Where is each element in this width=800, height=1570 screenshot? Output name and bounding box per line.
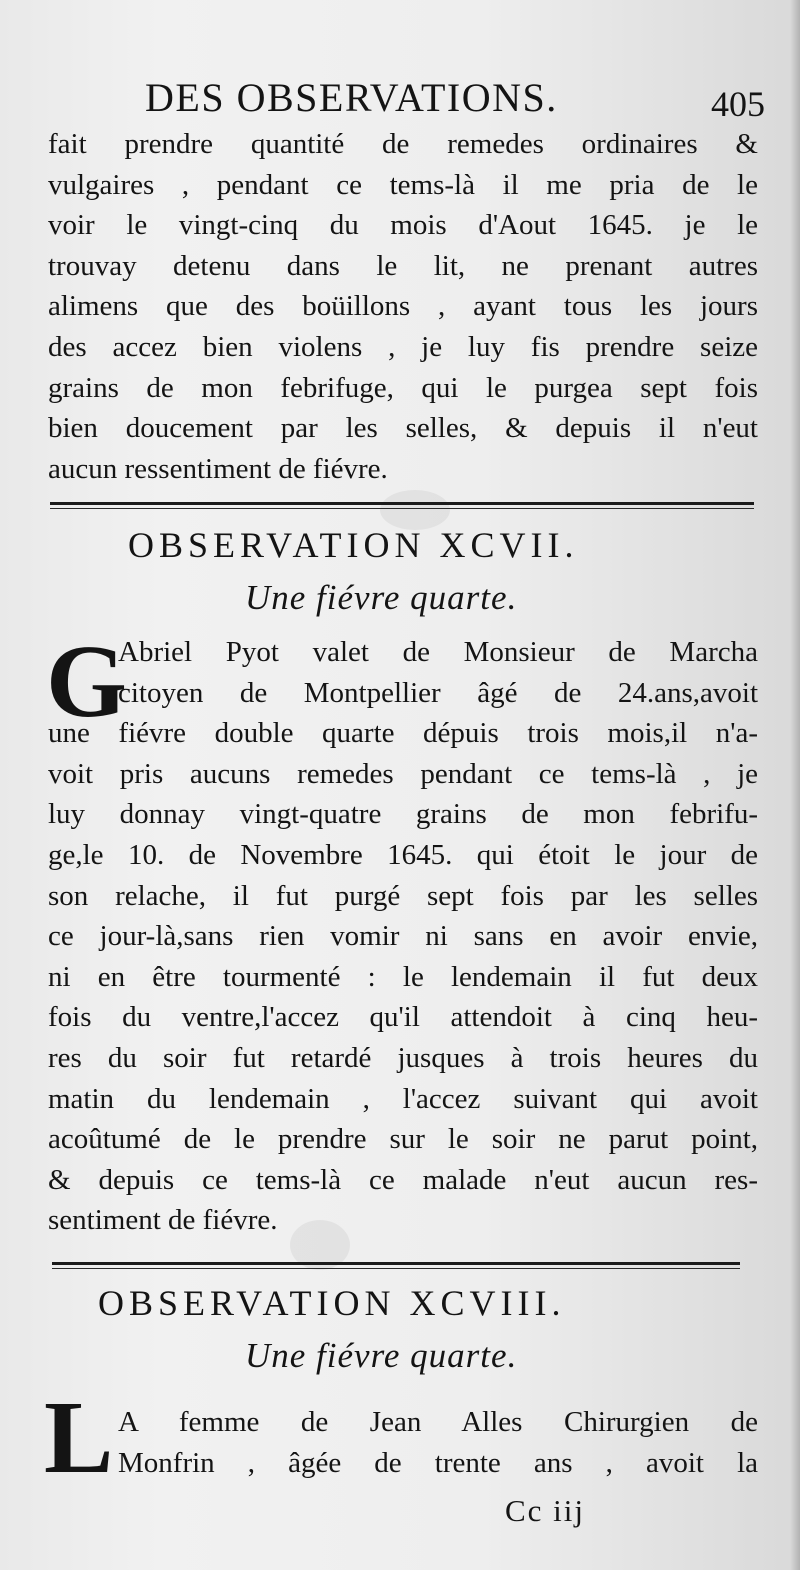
signature-mark: Cc iij	[505, 1493, 586, 1528]
text-line: A femme de Jean Alles Chirurgien de	[118, 1406, 758, 1438]
text-line: matin du lendemain , l'accez suivant qui avoit	[48, 1082, 758, 1115]
text-line: acoûtumé de le prendre sur le soir ne parut point,	[48, 1123, 758, 1156]
observation-98-heading: OBSERVATION XCVIII.	[98, 1283, 566, 1323]
text-line: aucun ressentiment de fiévre.	[48, 452, 388, 485]
text-line: ce jour-là,sans rien vomir ni sans en avoir envie,	[48, 920, 758, 953]
section-divider-thin	[50, 508, 754, 509]
text-line: res du soir fut retardé jusques à trois heures du	[48, 1041, 758, 1074]
observation-98-subtitle: Une fiévre quarte.	[245, 1336, 518, 1375]
text-line: sentiment de fiévre.	[48, 1204, 278, 1237]
text-line: voit pris aucuns remedes pendant ce tems-là , je	[48, 757, 758, 790]
page-number: 405	[711, 84, 765, 124]
text-line: fait prendre quantité de remedes ordinaires &	[48, 128, 758, 160]
text-line: bien doucement par les selles, & depuis il n'eut	[48, 412, 758, 445]
drop-cap-g: G	[46, 624, 127, 739]
observation-98-body	[48, 1402, 758, 1483]
observation-97-body	[46, 624, 758, 1241]
drop-cap-l: L	[44, 1380, 114, 1495]
observation-97-subtitle: Une fiévre quarte.	[245, 578, 518, 617]
text-line: voir le vingt-cinq du mois d'Aout 1645. je le	[48, 209, 758, 242]
text-line: & depuis ce tems-là ce malade n'eut aucun res-	[48, 1163, 758, 1196]
text-line: grains de mon febrifuge, qui le purgea sept fois	[48, 371, 758, 404]
text-line: des accez bien violens , je luy fis prendre seize	[48, 330, 758, 363]
text-line: ni en être tourmenté : le lendemain il fut deux	[48, 960, 758, 993]
text-line: son relache, il fut purgé sept fois par les selles	[48, 879, 758, 912]
text-line: trouvay detenu dans le lit, ne prenant autres	[48, 249, 758, 282]
text-line: Abriel Pyot valet de Monsieur de Marcha	[118, 636, 758, 668]
section-divider	[50, 502, 754, 505]
text-line: une fiévre double quarte dépuis trois mois,il n'a-	[48, 717, 758, 750]
running-title: DES OBSERVATIONS.	[145, 75, 558, 120]
running-head	[145, 68, 765, 128]
text-line: alimens que des boüillons , ayant tous les jours	[48, 290, 758, 323]
section-divider-thin	[52, 1268, 740, 1269]
text-line: ge,le 10. de Novembre 1645. qui étoit le jour de	[48, 838, 758, 871]
text-line: citoyen de Montpellier âgé de 24.ans,avoit	[118, 676, 758, 709]
continuation-paragraph	[48, 124, 758, 489]
page-edge-shadow	[790, 0, 800, 1570]
observation-97-heading: OBSERVATION XCVII.	[128, 525, 579, 565]
text-line: luy donnay vingt-quatre grains de mon febrifu-	[48, 798, 758, 831]
text-line: vulgaires , pendant ce tems-là il me pria de le	[48, 168, 758, 201]
text-line: fois du ventre,l'accez qu'il attendoit à cinq heu-	[48, 1001, 758, 1034]
text-line: Monfrin , âgée de trente ans , avoit la	[118, 1446, 758, 1479]
section-divider	[52, 1262, 740, 1265]
